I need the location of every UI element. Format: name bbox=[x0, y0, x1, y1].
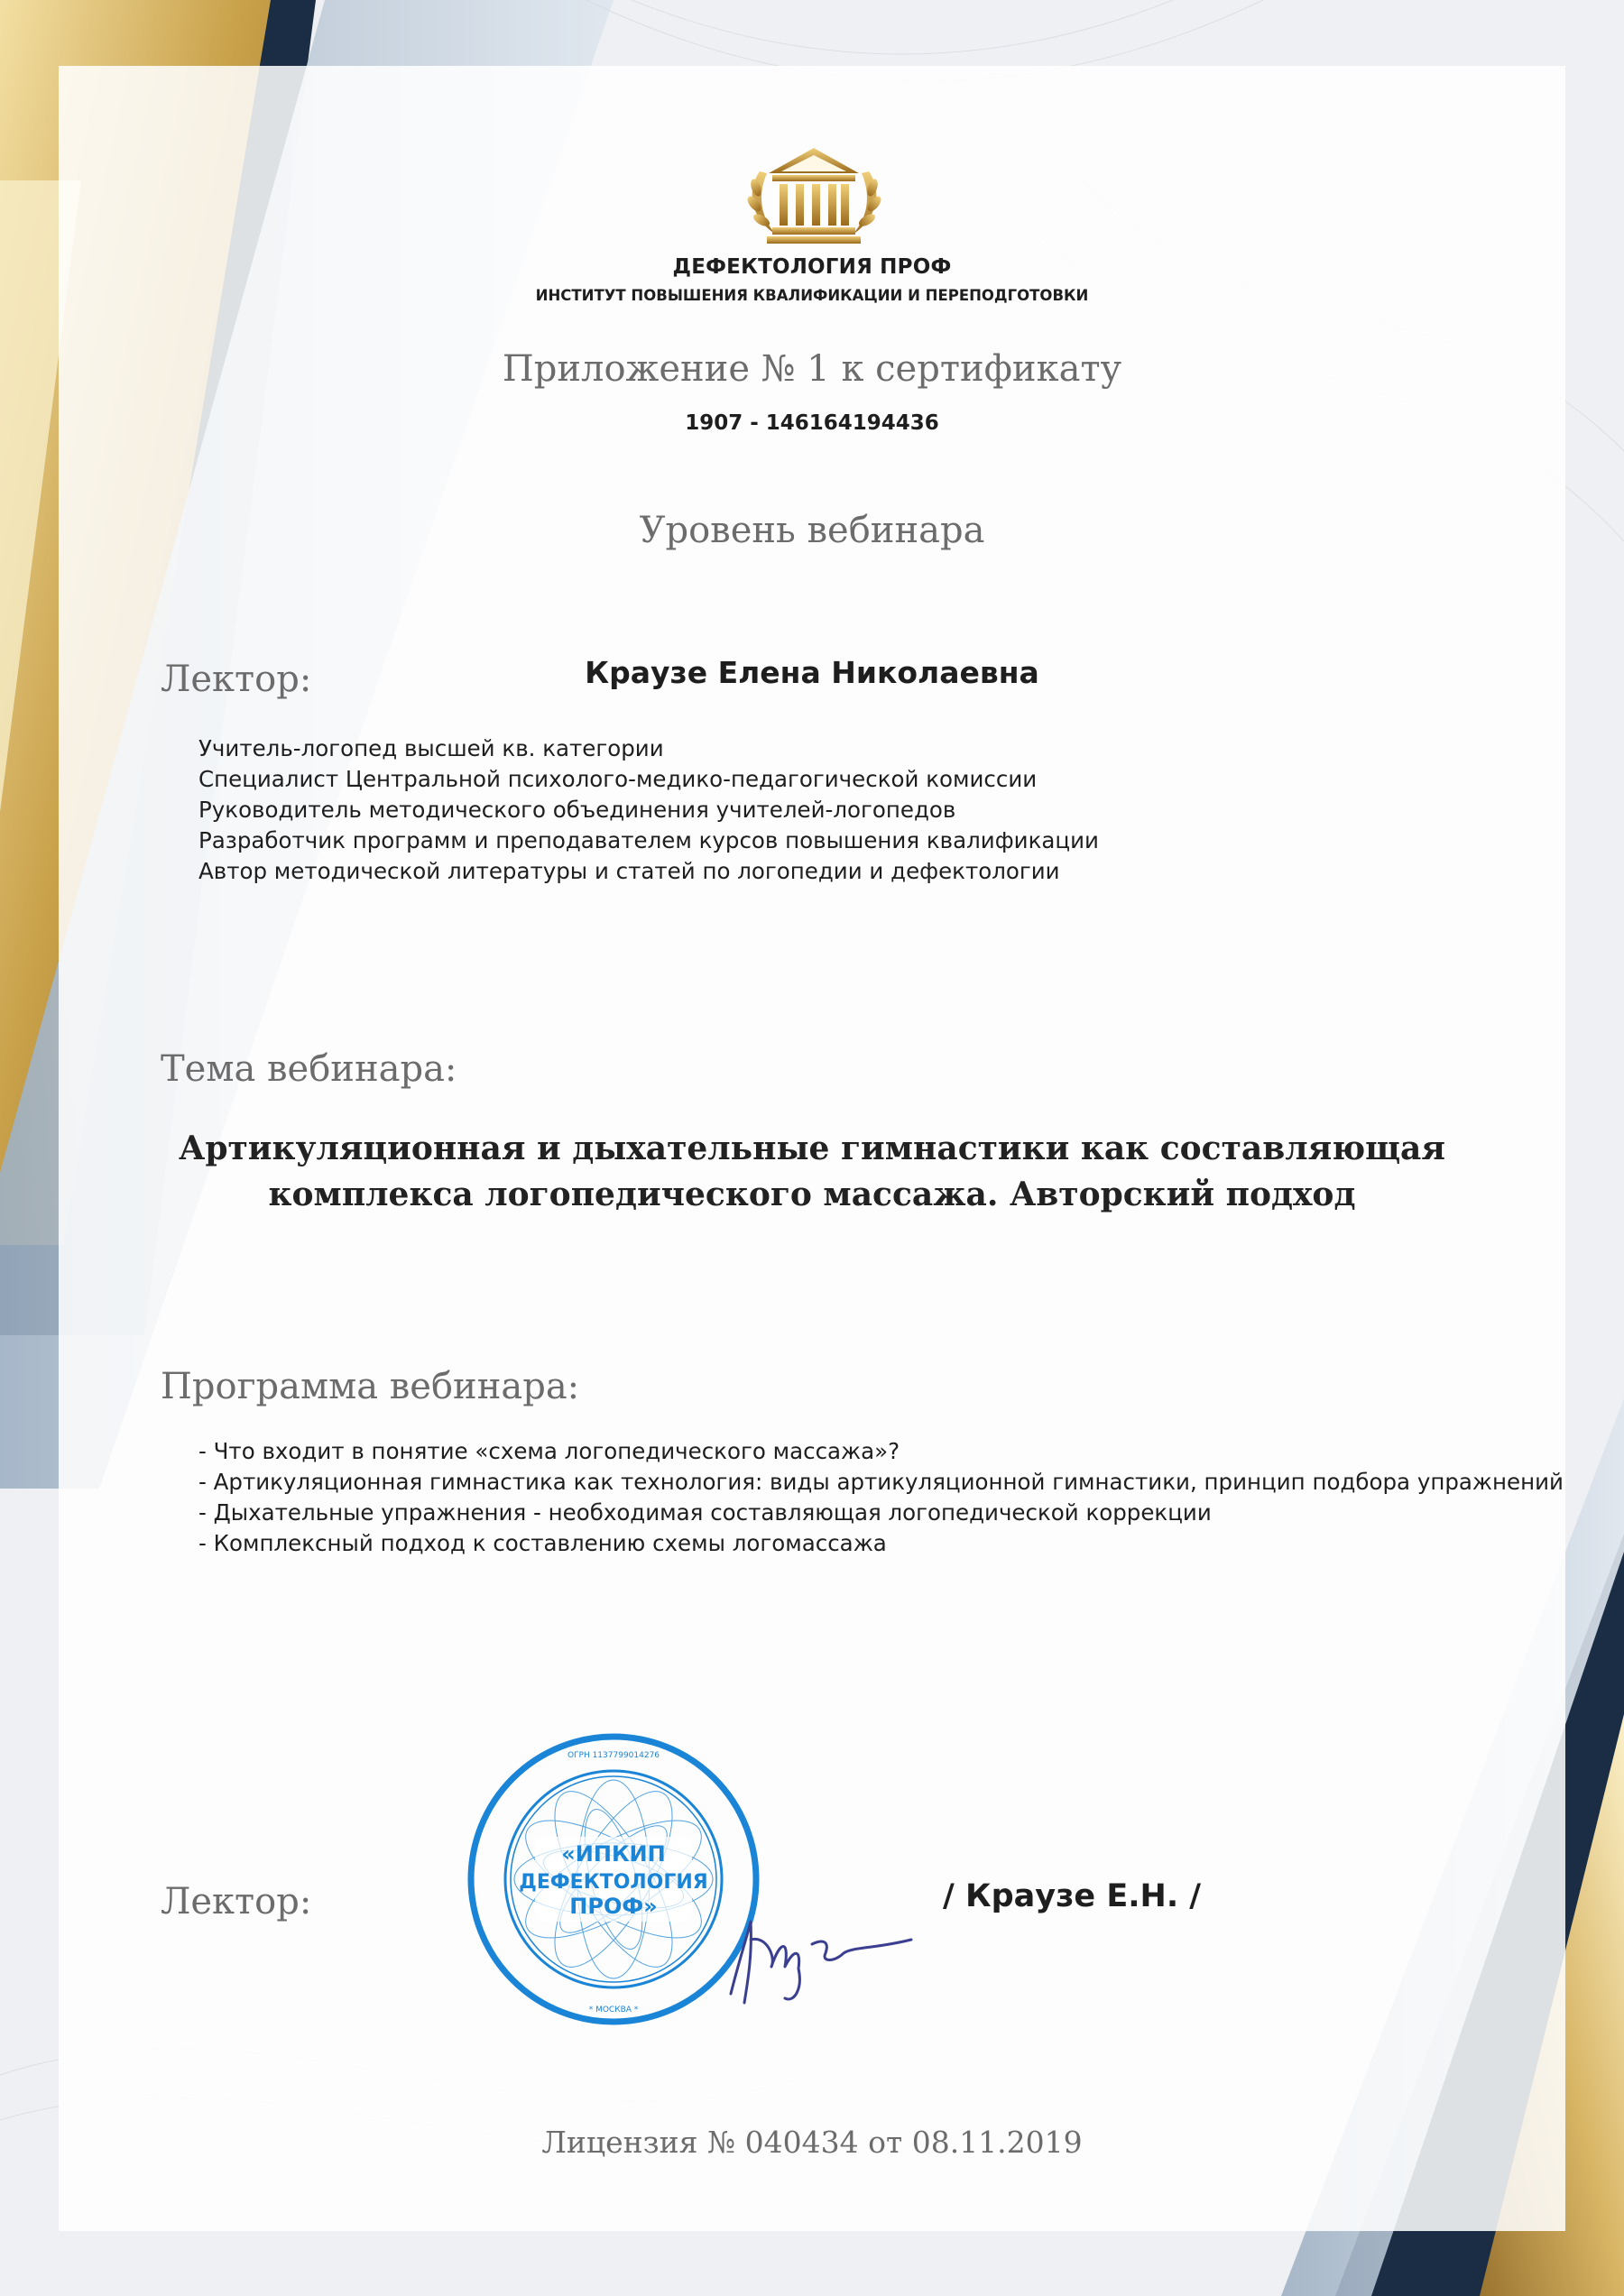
lecturer-name: Краузе Елена Николаевна bbox=[585, 655, 1039, 690]
webinar-level: Уровень вебинара bbox=[639, 510, 985, 551]
program-item: - Комплексный подход к составлению схемы логомассажа bbox=[198, 1530, 887, 1556]
program-item: - Артикуляционная гимнастика как технология: виды артикуляционной гимнастики, принцип подбора упражнений bbox=[198, 1469, 1564, 1495]
topic-label: Тема вебинара: bbox=[161, 1048, 457, 1090]
program-list bbox=[198, 1436, 1564, 1559]
program-label: Программа вебинара: bbox=[161, 1366, 580, 1407]
institute-building-laurel-logo-icon bbox=[740, 144, 889, 253]
certificate-number: 1907 - 146164194436 bbox=[685, 411, 939, 435]
svg-text:ДЕФЕКТОЛОГИЯ: ДЕФЕКТОЛОГИЯ bbox=[519, 1871, 708, 1894]
svg-text:ПРОФ»: ПРОФ» bbox=[569, 1894, 658, 1919]
org-name: ДЕФЕКТОЛОГИЯ ПРОФ bbox=[672, 255, 952, 279]
topic-line: Артикуляционная и дыхательные гимнастики как составляющая bbox=[179, 1130, 1445, 1167]
lecturer-title: Автор методической литературы и статей по логопедии и дефектологии bbox=[198, 858, 1060, 884]
svg-text:«ИПКИП: «ИПКИП bbox=[561, 1841, 666, 1867]
signature-lecturer-label: Лектор: bbox=[161, 1881, 312, 1923]
lecturer-label: Лектор: bbox=[161, 659, 312, 700]
svg-text:* МОСКВА *: * МОСКВА * bbox=[588, 2006, 639, 2015]
license-text: Лицензия № 040434 от 08.11.2019 bbox=[541, 2125, 1083, 2160]
program-item: - Что входит в понятие «схема логопедического массажа»? bbox=[198, 1438, 900, 1464]
lecturer-title: Учитель-логопед высшей кв. категории bbox=[198, 735, 664, 761]
topic-text bbox=[153, 1126, 1471, 1218]
handwritten-signature-icon bbox=[695, 1904, 929, 2012]
appendix-title: Приложение № 1 к сертификату bbox=[502, 348, 1122, 390]
lecturer-titles-list bbox=[198, 733, 1099, 887]
lecturer-title: Специалист Центральной психолого-медико-педагогической комиссии bbox=[198, 766, 1038, 792]
topic-line: комплекса логопедического массажа. Авторский подход bbox=[268, 1176, 1356, 1213]
signer-name: / Краузе Е.Н. / bbox=[943, 1878, 1202, 1914]
svg-text:ОГРН 1137799014276: ОГРН 1137799014276 bbox=[567, 1751, 660, 1760]
org-subtitle: ИНСТИТУТ ПОВЫШЕНИЯ КВАЛИФИКАЦИИ И ПЕРЕПОДГОТОВКИ bbox=[535, 287, 1089, 304]
lecturer-title: Руководитель методического объединения учителей-логопедов bbox=[198, 797, 956, 823]
lecturer-title: Разработчик программ и преподавателем курсов повышения квалификации bbox=[198, 827, 1099, 853]
program-item: - Дыхательные упражнения - необходимая составляющая логопедической коррекции bbox=[198, 1499, 1212, 1526]
